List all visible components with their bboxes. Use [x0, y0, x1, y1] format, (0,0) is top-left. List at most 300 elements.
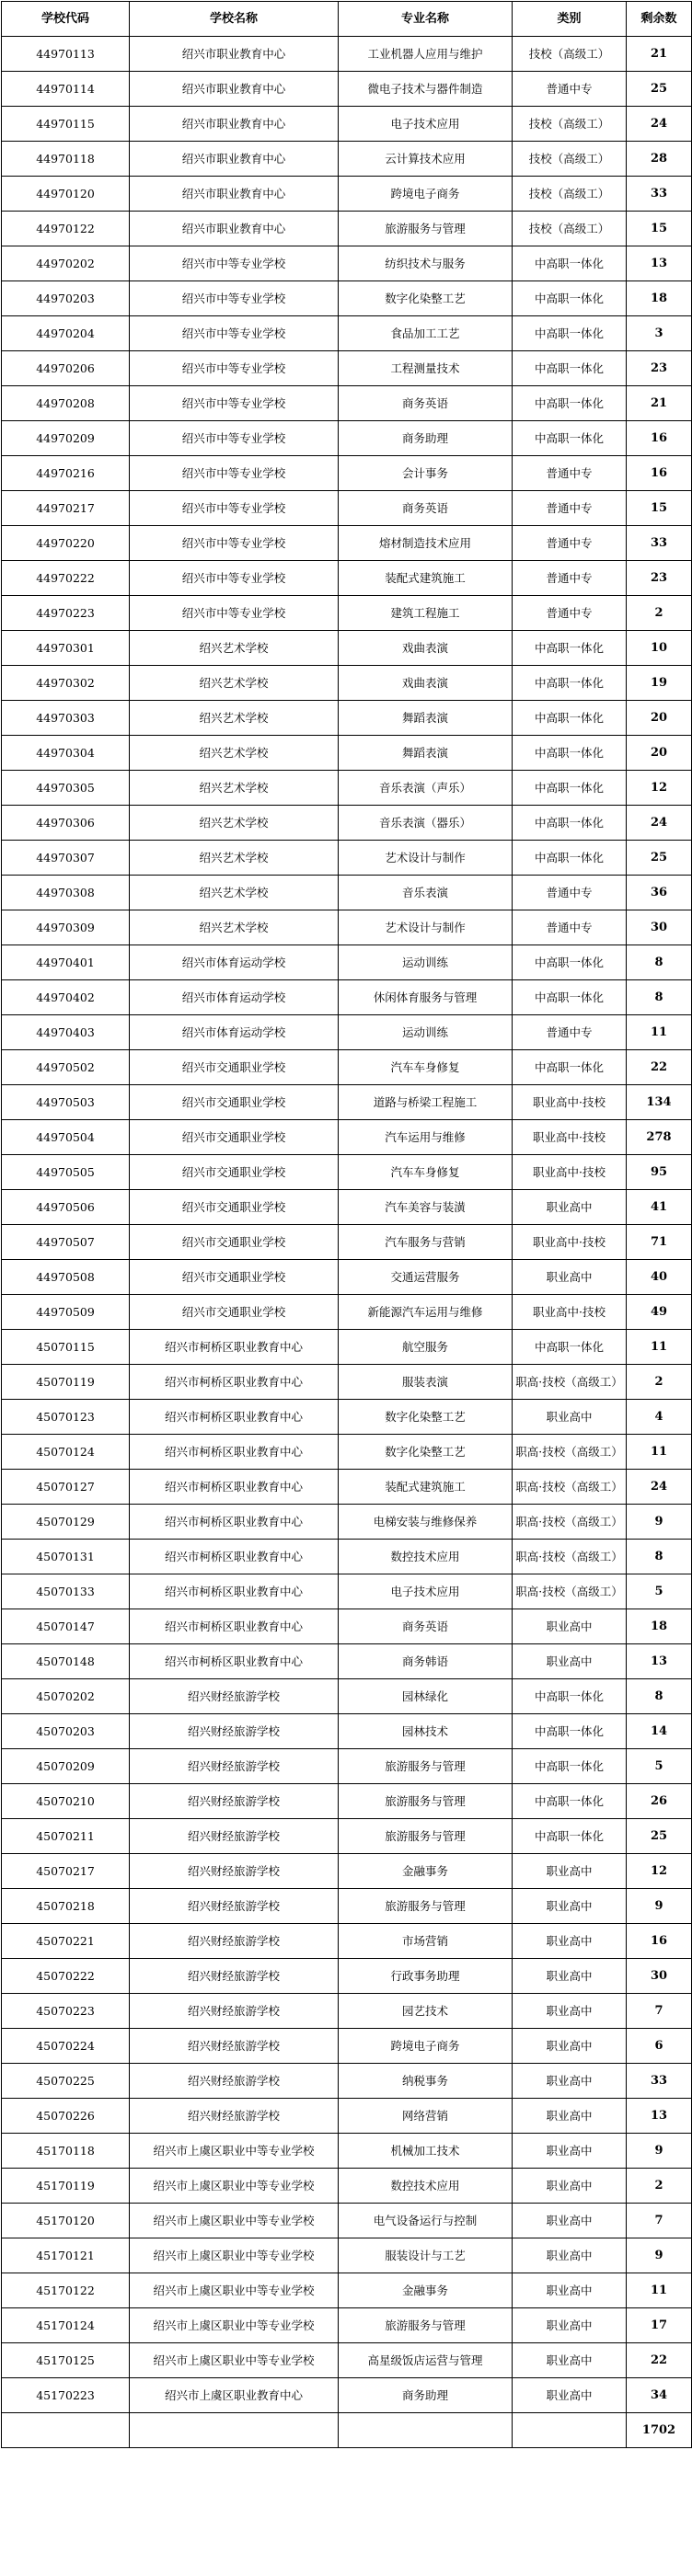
table-row — [2, 1889, 692, 1924]
cell-category: 普通中专 — [513, 561, 627, 596]
cell-school-name: 绍兴市中等专业学校 — [130, 281, 339, 316]
table-row — [2, 2099, 692, 2134]
cell-remaining: 23 — [627, 351, 692, 386]
cell-major-name: 旅游服务与管理 — [339, 1889, 513, 1924]
table-row — [2, 37, 692, 72]
cell-school-name: 绍兴财经旅游学校 — [130, 1854, 339, 1889]
cell-major-name: 道路与桥梁工程施工 — [339, 1085, 513, 1120]
cell-category: 中高职一体化 — [513, 1749, 627, 1784]
cell-category: 职业高中 — [513, 2029, 627, 2064]
cell-school-name: 绍兴市柯桥区职业教育中心 — [130, 1574, 339, 1609]
cell-category: 普通中专 — [513, 596, 627, 631]
cell-school-name: 绍兴市上虞区职业中等专业学校 — [130, 2134, 339, 2169]
cell-category: 中高职一体化 — [513, 1330, 627, 1365]
cell-remaining: 4 — [627, 1400, 692, 1435]
cell-school-code: 44970402 — [2, 980, 130, 1015]
header-school-code: 学校代码 — [2, 2, 130, 37]
cell-school-name: 绍兴市交通职业学校 — [130, 1295, 339, 1330]
cell-category: 职业高中 — [513, 2378, 627, 2413]
table-row — [2, 561, 692, 596]
cell-category: 职高·技校（高级工） — [513, 1505, 627, 1540]
cell-major-name: 数字化染整工艺 — [339, 281, 513, 316]
cell-remaining: 36 — [627, 876, 692, 910]
cell-remaining: 8 — [627, 945, 692, 980]
table-row — [2, 246, 692, 281]
cell-school-code: 45070223 — [2, 1994, 130, 2029]
cell-category: 中高职一体化 — [513, 806, 627, 841]
cell-remaining: 7 — [627, 1994, 692, 2029]
cell-major-name: 旅游服务与管理 — [339, 212, 513, 246]
cell-category: 中高职一体化 — [513, 386, 627, 421]
cell-remaining: 16 — [627, 456, 692, 491]
cell-school-code: 44970203 — [2, 281, 130, 316]
cell-school-name: 绍兴艺术学校 — [130, 771, 339, 806]
table-row — [2, 1085, 692, 1120]
cell-school-code: 45170121 — [2, 2238, 130, 2273]
cell-school-name: 绍兴市柯桥区职业教育中心 — [130, 1644, 339, 1679]
table-row — [2, 1924, 692, 1959]
header-row — [2, 2, 692, 37]
cell-school-code: 45070148 — [2, 1644, 130, 1679]
table-row — [2, 351, 692, 386]
table-row — [2, 2204, 692, 2238]
cell-remaining: 16 — [627, 421, 692, 456]
table-row — [2, 1505, 692, 1540]
cell-remaining: 24 — [627, 806, 692, 841]
cell-category: 职业高中 — [513, 1959, 627, 1994]
cell-school-name: 绍兴市中等专业学校 — [130, 491, 339, 526]
table-row — [2, 1994, 692, 2029]
cell-category: 中高职一体化 — [513, 316, 627, 351]
cell-major-name: 运动训练 — [339, 1015, 513, 1050]
table-row — [2, 701, 692, 736]
cell-school-code: 44970505 — [2, 1155, 130, 1190]
cell-major-name: 建筑工程施工 — [339, 596, 513, 631]
table-row — [2, 1470, 692, 1505]
cell-major-name: 艺术设计与制作 — [339, 910, 513, 945]
table-row — [2, 2343, 692, 2378]
cell-major-name: 旅游服务与管理 — [339, 1819, 513, 1854]
table-row — [2, 666, 692, 701]
cell-school-name: 绍兴市体育运动学校 — [130, 945, 339, 980]
cell-category: 中高职一体化 — [513, 1714, 627, 1749]
cell-school-name: 绍兴市上虞区职业教育中心 — [130, 2378, 339, 2413]
table-row — [2, 1225, 692, 1260]
cell-school-name: 绍兴财经旅游学校 — [130, 1959, 339, 1994]
cell-school-code: 44970220 — [2, 526, 130, 561]
cell-remaining: 3 — [627, 316, 692, 351]
cell-school-name: 绍兴财经旅游学校 — [130, 2064, 339, 2099]
cell-school-name: 绍兴市交通职业学校 — [130, 1085, 339, 1120]
cell-remaining: 71 — [627, 1225, 692, 1260]
cell-major-name: 电梯安装与维修保养 — [339, 1505, 513, 1540]
cell-major-name: 数控技术应用 — [339, 2169, 513, 2204]
cell-major-name: 汽车美容与装潢 — [339, 1190, 513, 1225]
table-row — [2, 1155, 692, 1190]
header-major-name: 专业名称 — [339, 2, 513, 37]
cell-school-name: 绍兴市体育运动学校 — [130, 980, 339, 1015]
table-row — [2, 631, 692, 666]
cell-category: 职高·技校（高级工） — [513, 1540, 627, 1574]
cell-remaining: 13 — [627, 2099, 692, 2134]
cell-category: 中高职一体化 — [513, 421, 627, 456]
table-row — [2, 771, 692, 806]
cell-school-name: 绍兴艺术学校 — [130, 910, 339, 945]
cell-school-name: 绍兴市上虞区职业中等专业学校 — [130, 2343, 339, 2378]
cell-major-name: 云计算技术应用 — [339, 142, 513, 177]
table-row — [2, 1540, 692, 1574]
cell-school-name: 绍兴市中等专业学校 — [130, 526, 339, 561]
total-row — [2, 2413, 692, 2448]
table-row — [2, 806, 692, 841]
cell-remaining: 23 — [627, 561, 692, 596]
cell-school-name: 绍兴市上虞区职业中等专业学校 — [130, 2273, 339, 2308]
table-row — [2, 72, 692, 107]
table-row — [2, 526, 692, 561]
table-row — [2, 142, 692, 177]
cell-category: 中高职一体化 — [513, 945, 627, 980]
cell-category: 中高职一体化 — [513, 980, 627, 1015]
cell-category: 职业高中 — [513, 1854, 627, 1889]
table-row — [2, 107, 692, 142]
cell-remaining: 33 — [627, 526, 692, 561]
cell-school-code: 44970209 — [2, 421, 130, 456]
table-row — [2, 1435, 692, 1470]
cell-school-name: 绍兴市职业教育中心 — [130, 142, 339, 177]
cell-school-name: 绍兴财经旅游学校 — [130, 1784, 339, 1819]
cell-remaining: 18 — [627, 281, 692, 316]
cell-major-name: 网络营销 — [339, 2099, 513, 2134]
cell-school-name: 绍兴市职业教育中心 — [130, 212, 339, 246]
cell-major-name: 汽车服务与营销 — [339, 1225, 513, 1260]
table-row — [2, 1854, 692, 1889]
cell-school-code: 44970508 — [2, 1260, 130, 1295]
table-row — [2, 1260, 692, 1295]
cell-major-name: 工程测量技术 — [339, 351, 513, 386]
cell-school-code: 45070124 — [2, 1435, 130, 1470]
cell-school-code: 44970401 — [2, 945, 130, 980]
cell-remaining: 33 — [627, 2064, 692, 2099]
cell-school-code: 44970504 — [2, 1120, 130, 1155]
cell-category: 中高职一体化 — [513, 631, 627, 666]
cell-major-name: 行政事务助理 — [339, 1959, 513, 1994]
cell-category: 中高职一体化 — [513, 701, 627, 736]
cell-remaining: 11 — [627, 1015, 692, 1050]
table-row — [2, 1749, 692, 1784]
cell-school-name: 绍兴艺术学校 — [130, 666, 339, 701]
cell-major-name: 熔材制造技术应用 — [339, 526, 513, 561]
cell-school-code: 44970506 — [2, 1190, 130, 1225]
cell-category: 职业高中 — [513, 2238, 627, 2273]
cell-category: 职业高中 — [513, 1889, 627, 1924]
total-blank-1 — [130, 2413, 339, 2448]
table-row — [2, 1959, 692, 1994]
cell-school-code: 44970307 — [2, 841, 130, 876]
table-row — [2, 2378, 692, 2413]
cell-school-code: 44970302 — [2, 666, 130, 701]
cell-major-name: 商务英语 — [339, 1609, 513, 1644]
table-row — [2, 1330, 692, 1365]
cell-category: 普通中专 — [513, 1015, 627, 1050]
cell-school-name: 绍兴市中等专业学校 — [130, 386, 339, 421]
table-row — [2, 1819, 692, 1854]
table-row — [2, 1679, 692, 1714]
cell-school-name: 绍兴财经旅游学校 — [130, 1994, 339, 2029]
cell-remaining: 25 — [627, 72, 692, 107]
cell-school-code: 45170120 — [2, 2204, 130, 2238]
cell-school-name: 绍兴市上虞区职业中等专业学校 — [130, 2238, 339, 2273]
table-row — [2, 2029, 692, 2064]
table-row — [2, 841, 692, 876]
cell-remaining: 13 — [627, 246, 692, 281]
cell-category: 职业高中 — [513, 1644, 627, 1679]
table-row — [2, 2308, 692, 2343]
cell-school-name: 绍兴财经旅游学校 — [130, 1749, 339, 1784]
table-row — [2, 1784, 692, 1819]
table-row — [2, 1015, 692, 1050]
cell-major-name: 舞蹈表演 — [339, 701, 513, 736]
cell-category: 普通中专 — [513, 456, 627, 491]
cell-school-name: 绍兴市柯桥区职业教育中心 — [130, 1400, 339, 1435]
cell-category: 职业高中 — [513, 1994, 627, 2029]
cell-major-name: 高星级饭店运营与管理 — [339, 2343, 513, 2378]
cell-remaining: 21 — [627, 37, 692, 72]
cell-major-name: 纺织技术与服务 — [339, 246, 513, 281]
cell-remaining: 278 — [627, 1120, 692, 1155]
cell-major-name: 服装设计与工艺 — [339, 2238, 513, 2273]
cell-major-name: 旅游服务与管理 — [339, 1749, 513, 1784]
cell-major-name: 纳税事务 — [339, 2064, 513, 2099]
cell-school-name: 绍兴市柯桥区职业教育中心 — [130, 1470, 339, 1505]
cell-major-name: 休闲体育服务与管理 — [339, 980, 513, 1015]
cell-major-name: 园艺技术 — [339, 1994, 513, 2029]
cell-major-name: 音乐表演 — [339, 876, 513, 910]
cell-remaining: 2 — [627, 2169, 692, 2204]
cell-remaining: 8 — [627, 980, 692, 1015]
cell-school-code: 44970118 — [2, 142, 130, 177]
cell-school-code: 44970308 — [2, 876, 130, 910]
cell-remaining: 25 — [627, 1819, 692, 1854]
table-row — [2, 596, 692, 631]
cell-major-name: 旅游服务与管理 — [339, 2308, 513, 2343]
cell-category: 中高职一体化 — [513, 1784, 627, 1819]
cell-major-name: 商务助理 — [339, 2378, 513, 2413]
cell-major-name: 汽车车身修复 — [339, 1155, 513, 1190]
cell-remaining: 24 — [627, 107, 692, 142]
cell-school-code: 44970309 — [2, 910, 130, 945]
cell-school-code: 45070225 — [2, 2064, 130, 2099]
table-row — [2, 386, 692, 421]
table-row — [2, 2064, 692, 2099]
cell-school-name: 绍兴艺术学校 — [130, 876, 339, 910]
cell-category: 技校（高级工） — [513, 142, 627, 177]
cell-major-name: 商务韩语 — [339, 1644, 513, 1679]
cell-school-code: 45070222 — [2, 1959, 130, 1994]
cell-school-code: 45070115 — [2, 1330, 130, 1365]
cell-major-name: 机械加工技术 — [339, 2134, 513, 2169]
cell-major-name: 艺术设计与制作 — [339, 841, 513, 876]
cell-school-code: 44970304 — [2, 736, 130, 771]
cell-school-name: 绍兴市上虞区职业中等专业学校 — [130, 2204, 339, 2238]
cell-major-name: 数控技术应用 — [339, 1540, 513, 1574]
cell-school-name: 绍兴市交通职业学校 — [130, 1225, 339, 1260]
table-row — [2, 177, 692, 212]
cell-school-code: 45070147 — [2, 1609, 130, 1644]
table-row — [2, 1644, 692, 1679]
cell-school-name: 绍兴市交通职业学校 — [130, 1120, 339, 1155]
cell-major-name: 汽车车身修复 — [339, 1050, 513, 1085]
cell-remaining: 25 — [627, 841, 692, 876]
cell-school-code: 45070221 — [2, 1924, 130, 1959]
cell-school-code: 44970120 — [2, 177, 130, 212]
cell-school-name: 绍兴市交通职业学校 — [130, 1050, 339, 1085]
cell-school-code: 45170124 — [2, 2308, 130, 2343]
cell-school-name: 绍兴财经旅游学校 — [130, 1889, 339, 1924]
cell-category: 职业高中·技校 — [513, 1085, 627, 1120]
cell-category: 技校（高级工） — [513, 212, 627, 246]
cell-school-name: 绍兴市中等专业学校 — [130, 351, 339, 386]
cell-school-code: 45070217 — [2, 1854, 130, 1889]
cell-major-name: 会计事务 — [339, 456, 513, 491]
table-row — [2, 456, 692, 491]
cell-school-code: 45070133 — [2, 1574, 130, 1609]
cell-remaining: 17 — [627, 2308, 692, 2343]
cell-major-name: 音乐表演（器乐） — [339, 806, 513, 841]
cell-major-name: 装配式建筑施工 — [339, 1470, 513, 1505]
cell-major-name: 金融事务 — [339, 1854, 513, 1889]
cell-category: 职业高中 — [513, 2273, 627, 2308]
cell-category: 中高职一体化 — [513, 281, 627, 316]
remaining-quota-table — [1, 1, 692, 2448]
cell-school-name: 绍兴市柯桥区职业教育中心 — [130, 1505, 339, 1540]
cell-school-name: 绍兴财经旅游学校 — [130, 1679, 339, 1714]
cell-major-name: 市场营销 — [339, 1924, 513, 1959]
cell-school-name: 绍兴财经旅游学校 — [130, 1924, 339, 1959]
cell-major-name: 运动训练 — [339, 945, 513, 980]
cell-major-name: 食品加工工艺 — [339, 316, 513, 351]
cell-remaining: 24 — [627, 1470, 692, 1505]
cell-school-code: 45170119 — [2, 2169, 130, 2204]
cell-school-name: 绍兴艺术学校 — [130, 736, 339, 771]
cell-major-name: 跨境电子商务 — [339, 2029, 513, 2064]
cell-school-name: 绍兴市交通职业学校 — [130, 1260, 339, 1295]
cell-school-code: 45070202 — [2, 1679, 130, 1714]
cell-category: 职业高中 — [513, 2343, 627, 2378]
cell-category: 中高职一体化 — [513, 771, 627, 806]
cell-school-code: 45070123 — [2, 1400, 130, 1435]
cell-category: 中高职一体化 — [513, 1050, 627, 1085]
cell-school-code: 44970216 — [2, 456, 130, 491]
cell-remaining: 11 — [627, 1435, 692, 1470]
table-row — [2, 1050, 692, 1085]
table-row — [2, 316, 692, 351]
table-row — [2, 212, 692, 246]
cell-category: 普通中专 — [513, 526, 627, 561]
cell-remaining: 12 — [627, 1854, 692, 1889]
cell-major-name: 数字化染整工艺 — [339, 1435, 513, 1470]
cell-school-code: 45070209 — [2, 1749, 130, 1784]
table-row — [2, 281, 692, 316]
cell-major-name: 商务助理 — [339, 421, 513, 456]
cell-category: 职业高中·技校 — [513, 1120, 627, 1155]
cell-remaining: 20 — [627, 736, 692, 771]
table-row — [2, 1365, 692, 1400]
table-row — [2, 1120, 692, 1155]
cell-remaining: 15 — [627, 491, 692, 526]
cell-school-name: 绍兴市交通职业学校 — [130, 1190, 339, 1225]
cell-remaining: 5 — [627, 1749, 692, 1784]
cell-remaining: 14 — [627, 1714, 692, 1749]
cell-school-name: 绍兴市中等专业学校 — [130, 561, 339, 596]
cell-school-code: 44970115 — [2, 107, 130, 142]
table-row — [2, 736, 692, 771]
cell-school-name: 绍兴市中等专业学校 — [130, 596, 339, 631]
table-row — [2, 876, 692, 910]
cell-school-code: 44970208 — [2, 386, 130, 421]
cell-remaining: 26 — [627, 1784, 692, 1819]
cell-major-name: 电子技术应用 — [339, 107, 513, 142]
total-blank-2 — [339, 2413, 513, 2448]
cell-school-code: 44970305 — [2, 771, 130, 806]
cell-school-code: 44970217 — [2, 491, 130, 526]
cell-school-code: 44970403 — [2, 1015, 130, 1050]
cell-category: 技校（高级工） — [513, 177, 627, 212]
cell-category: 中高职一体化 — [513, 1679, 627, 1714]
cell-school-name: 绍兴市体育运动学校 — [130, 1015, 339, 1050]
cell-remaining: 15 — [627, 212, 692, 246]
cell-major-name: 金融事务 — [339, 2273, 513, 2308]
cell-school-code: 44970222 — [2, 561, 130, 596]
cell-school-code: 45170118 — [2, 2134, 130, 2169]
table-row — [2, 1714, 692, 1749]
cell-category: 职业高中·技校 — [513, 1295, 627, 1330]
cell-school-name: 绍兴财经旅游学校 — [130, 2099, 339, 2134]
cell-major-name: 微电子技术与器件制造 — [339, 72, 513, 107]
table-row — [2, 1574, 692, 1609]
cell-remaining: 22 — [627, 2343, 692, 2378]
cell-major-name: 电子技术应用 — [339, 1574, 513, 1609]
cell-school-code: 45070131 — [2, 1540, 130, 1574]
cell-major-name: 汽车运用与维修 — [339, 1120, 513, 1155]
cell-remaining: 10 — [627, 631, 692, 666]
cell-school-code: 44970113 — [2, 37, 130, 72]
cell-category: 职高·技校（高级工） — [513, 1365, 627, 1400]
cell-major-name: 戏曲表演 — [339, 631, 513, 666]
header-remaining: 剩余数 — [627, 2, 692, 37]
cell-school-name: 绍兴市职业教育中心 — [130, 72, 339, 107]
cell-category: 职业高中 — [513, 2204, 627, 2238]
cell-school-name: 绍兴财经旅游学校 — [130, 1714, 339, 1749]
cell-remaining: 21 — [627, 386, 692, 421]
cell-major-name: 电气设备运行与控制 — [339, 2204, 513, 2238]
cell-category: 中高职一体化 — [513, 1819, 627, 1854]
cell-remaining: 8 — [627, 1540, 692, 1574]
table-row — [2, 1295, 692, 1330]
cell-category: 中高职一体化 — [513, 246, 627, 281]
cell-remaining: 9 — [627, 1505, 692, 1540]
cell-category: 中高职一体化 — [513, 841, 627, 876]
cell-category: 普通中专 — [513, 876, 627, 910]
cell-remaining: 49 — [627, 1295, 692, 1330]
table-row — [2, 2273, 692, 2308]
cell-school-name: 绍兴艺术学校 — [130, 701, 339, 736]
table-row — [2, 2238, 692, 2273]
cell-remaining: 30 — [627, 1959, 692, 1994]
cell-school-code: 44970204 — [2, 316, 130, 351]
cell-remaining: 8 — [627, 1679, 692, 1714]
cell-remaining: 134 — [627, 1085, 692, 1120]
cell-remaining: 16 — [627, 1924, 692, 1959]
